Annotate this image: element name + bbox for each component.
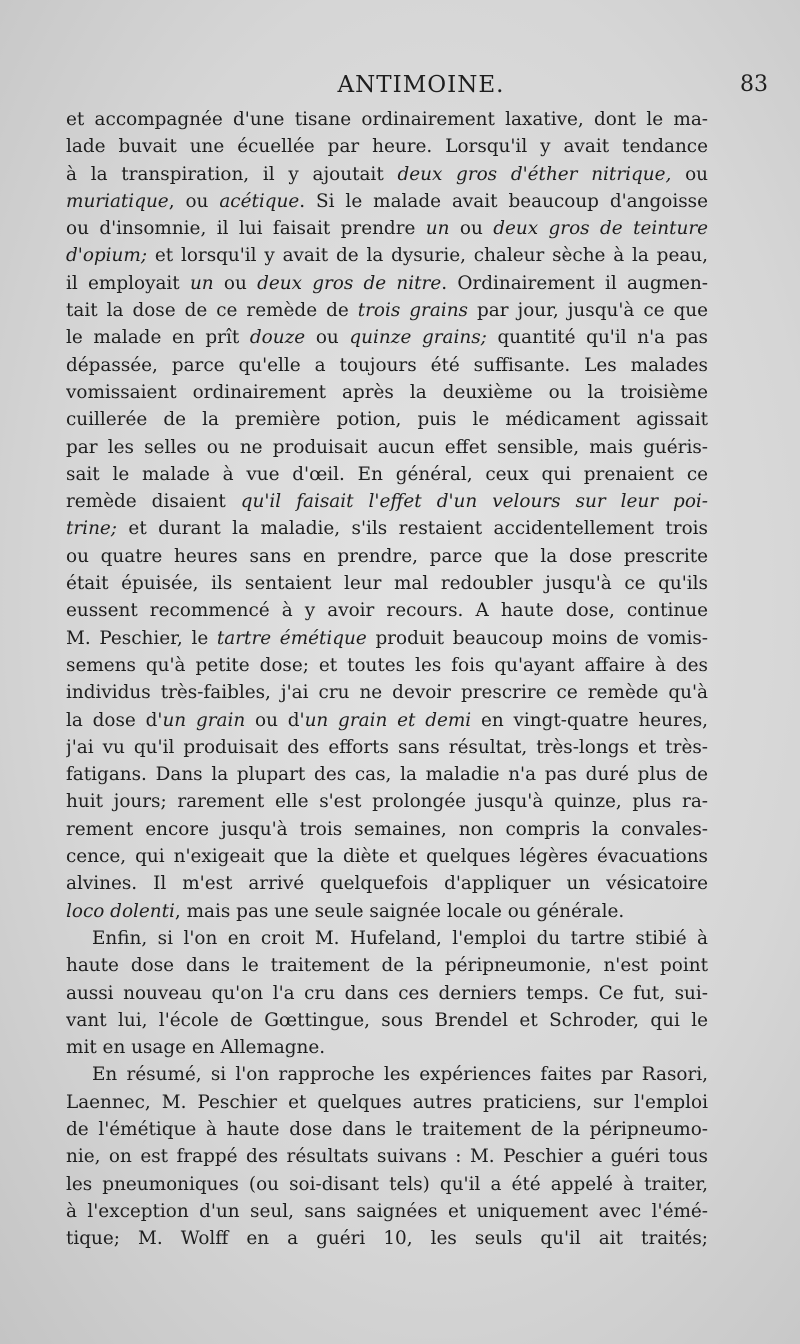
italic-text: deux gros de nitre bbox=[257, 272, 442, 294]
text-line bbox=[66, 434, 708, 461]
text-run: tique; M. Wolff en a guéri 10, les seuls qu'il ait traités; bbox=[66, 1228, 708, 1250]
text-run: le malade en prît bbox=[66, 327, 250, 349]
text-line bbox=[66, 1225, 708, 1252]
text-run: cuillerée de la première potion, puis le médicament agissait bbox=[66, 409, 708, 431]
text-run: remède disaient bbox=[66, 491, 241, 513]
text-line bbox=[66, 106, 708, 133]
text-line bbox=[66, 761, 708, 788]
text-run: , ou bbox=[168, 190, 220, 212]
text-line bbox=[66, 352, 708, 379]
text-line bbox=[66, 1061, 708, 1088]
text-run: vomissaient ordinairement après la deuxième ou la troisième bbox=[66, 381, 708, 403]
italic-text: trois grains bbox=[357, 300, 468, 322]
text-line bbox=[66, 679, 708, 706]
text-line bbox=[66, 1007, 708, 1034]
text-run: sait le malade à vue d'œil. En général, ceux qui prenaient ce bbox=[66, 463, 708, 485]
text-run: M. Peschier, le bbox=[66, 627, 217, 649]
text-run: et lorsqu'il y avait de la dysurie, chaleur sèche à la peau, bbox=[147, 245, 708, 267]
italic-text: deux gros de teinture bbox=[493, 218, 708, 240]
text-line bbox=[66, 1143, 708, 1170]
text-line bbox=[66, 570, 708, 597]
text-run: mit en usage en Allemagne. bbox=[66, 1037, 326, 1059]
text-run: ou bbox=[671, 163, 708, 185]
text-line bbox=[66, 1089, 708, 1116]
italic-text: acétique bbox=[219, 190, 300, 212]
text-line bbox=[66, 270, 708, 297]
text-run: cence, qui n'exigeait que la diète et quelques légères évacuations bbox=[66, 846, 708, 868]
text-line bbox=[66, 379, 708, 406]
text-run: ou bbox=[305, 327, 350, 349]
italic-text: tartre émétique bbox=[216, 627, 367, 649]
text-line bbox=[66, 1198, 708, 1225]
text-run: . Si le malade avait beaucoup d'angoisse bbox=[299, 190, 708, 212]
italic-text: un bbox=[189, 272, 214, 294]
text-line bbox=[66, 215, 708, 242]
text-line bbox=[66, 925, 708, 952]
italic-text: douze bbox=[249, 327, 306, 349]
text-line bbox=[66, 406, 708, 433]
text-run: haute dose dans le traitement de la péripneumonie, n'est point bbox=[66, 955, 708, 977]
text-line bbox=[66, 1171, 708, 1198]
text-line bbox=[66, 707, 708, 734]
text-run: . Ordinairement il augmen- bbox=[441, 272, 708, 294]
text-run: aussi nouveau qu'on l'a cru dans ces derniers temps. Ce fut, sui- bbox=[66, 982, 708, 1004]
text-run: de l'émétique à haute dose dans le traitement de la péripneumo- bbox=[66, 1118, 708, 1140]
text-line bbox=[66, 188, 708, 215]
page-header bbox=[66, 70, 776, 106]
text-line bbox=[66, 734, 708, 761]
text-line bbox=[66, 1034, 708, 1061]
text-run: tait la dose de ce remède de bbox=[66, 300, 358, 322]
text-run: , mais pas une seule saignée locale ou générale. bbox=[174, 900, 625, 922]
text-line bbox=[66, 898, 708, 925]
text-run: fatigans. Dans la plupart des cas, la maladie n'a pas duré plus de bbox=[66, 764, 708, 786]
text-run: il employait bbox=[66, 272, 190, 294]
text-run: huit jours; rarement elle s'est prolongée jusqu'à quinze, plus ra- bbox=[66, 791, 708, 813]
text-line bbox=[66, 161, 708, 188]
text-line bbox=[66, 543, 708, 570]
italic-text: un grain bbox=[162, 709, 246, 731]
italic-text: muriatique bbox=[66, 190, 169, 212]
text-run: nie, on est frappé des résultats suivans : M. Peschier a guéri tous bbox=[66, 1146, 708, 1168]
italic-text: quinze grains; bbox=[349, 327, 487, 349]
text-line bbox=[66, 515, 708, 542]
text-run: était épuisée, ils sentaient leur mal redoubler jusqu'à ce qu'ils bbox=[66, 573, 708, 595]
text-run: les pneumoniques (ou soi-disant tels) qu'il a été appelé à traiter, bbox=[66, 1173, 708, 1195]
italic-text: loco dolenti bbox=[66, 900, 175, 922]
text-run: ou d' bbox=[245, 709, 305, 731]
text-line bbox=[66, 952, 708, 979]
body-text bbox=[66, 106, 708, 1252]
text-run: rement encore jusqu'à trois semaines, non compris la convales- bbox=[66, 818, 708, 840]
text-line bbox=[66, 816, 708, 843]
italic-text: qu'il faisait l'effet d'un velours sur leur poi- bbox=[240, 491, 708, 513]
text-run: vant lui, l'école de Gœttingue, sous Brendel et Schroder, qui le bbox=[66, 1009, 708, 1031]
text-run: et durant la maladie, s'ils restaient accidentellement trois bbox=[117, 518, 708, 540]
text-run: en vingt-quatre heures, bbox=[471, 709, 708, 731]
text-run: Enfin, si l'on en croit M. Hufeland, l'emploi du tartre stibié à bbox=[92, 927, 708, 949]
running-title: ANTIMOINE. bbox=[337, 72, 505, 98]
text-line bbox=[66, 652, 708, 679]
text-line bbox=[66, 324, 708, 351]
text-run: eussent recommencé à y avoir recours. A haute dose, continue bbox=[66, 600, 708, 622]
text-run: alvines. Il m'est arrivé quelquefois d'appliquer un vésicatoire bbox=[66, 873, 708, 895]
italic-text: un bbox=[425, 218, 450, 240]
text-run: ou quatre heures sans en prendre, parce que la dose prescrite bbox=[66, 545, 708, 567]
text-run: produit beaucoup moins de vomis- bbox=[366, 627, 708, 649]
text-line bbox=[66, 843, 708, 870]
text-line bbox=[66, 980, 708, 1007]
text-line bbox=[66, 625, 708, 652]
text-line bbox=[66, 242, 708, 269]
text-run: dépassée, parce qu'elle a toujours été suffisante. Les malades bbox=[66, 354, 708, 376]
text-line bbox=[66, 870, 708, 897]
text-run: ou bbox=[213, 272, 258, 294]
text-run: quantité qu'il n'a pas bbox=[486, 327, 708, 349]
text-run: individus très-faibles, j'ai cru ne devoir prescrire ce remède qu'à bbox=[66, 682, 708, 704]
text-run: à l'exception d'un seul, sans saignées et uniquement avec l'émé- bbox=[66, 1200, 708, 1222]
text-run: j'ai vu qu'il produisait des efforts sans résultat, très-longs et très- bbox=[66, 736, 708, 758]
text-run: et accompagnée d'une tisane ordinairement laxative, dont le ma- bbox=[66, 109, 708, 130]
text-line bbox=[66, 1116, 708, 1143]
text-line bbox=[66, 297, 708, 324]
text-line bbox=[66, 788, 708, 815]
text-run: Laennec, M. Peschier et quelques autres praticiens, sur l'emploi bbox=[66, 1091, 708, 1113]
italic-text: d'opium; bbox=[66, 245, 148, 267]
text-run: En résumé, si l'on rapproche les expériences faites par Rasori, bbox=[92, 1064, 708, 1086]
text-run: lade buvait une écuellée par heure. Lorsqu'il y avait tendance bbox=[66, 136, 708, 158]
text-run: à la transpiration, il y ajoutait bbox=[66, 163, 398, 185]
text-run: ou d'insomnie, il lui faisait prendre bbox=[66, 218, 426, 240]
text-line bbox=[66, 133, 708, 160]
text-run: par jour, jusqu'à ce que bbox=[467, 300, 708, 322]
text-line bbox=[66, 488, 708, 515]
text-run: ou bbox=[449, 218, 494, 240]
italic-text: un grain et demi bbox=[304, 709, 472, 731]
text-run: par les selles ou ne produisait aucun effet sensible, mais guéris- bbox=[66, 436, 708, 458]
text-line bbox=[66, 597, 708, 624]
text-line bbox=[66, 461, 708, 488]
text-run: semens qu'à petite dose; et toutes les fois qu'ayant affaire à des bbox=[66, 654, 708, 676]
text-run: la dose d' bbox=[66, 709, 163, 731]
italic-text: trine; bbox=[66, 518, 117, 540]
italic-text: deux gros d'éther nitrique, bbox=[397, 163, 672, 185]
page-number: 83 bbox=[740, 72, 768, 97]
